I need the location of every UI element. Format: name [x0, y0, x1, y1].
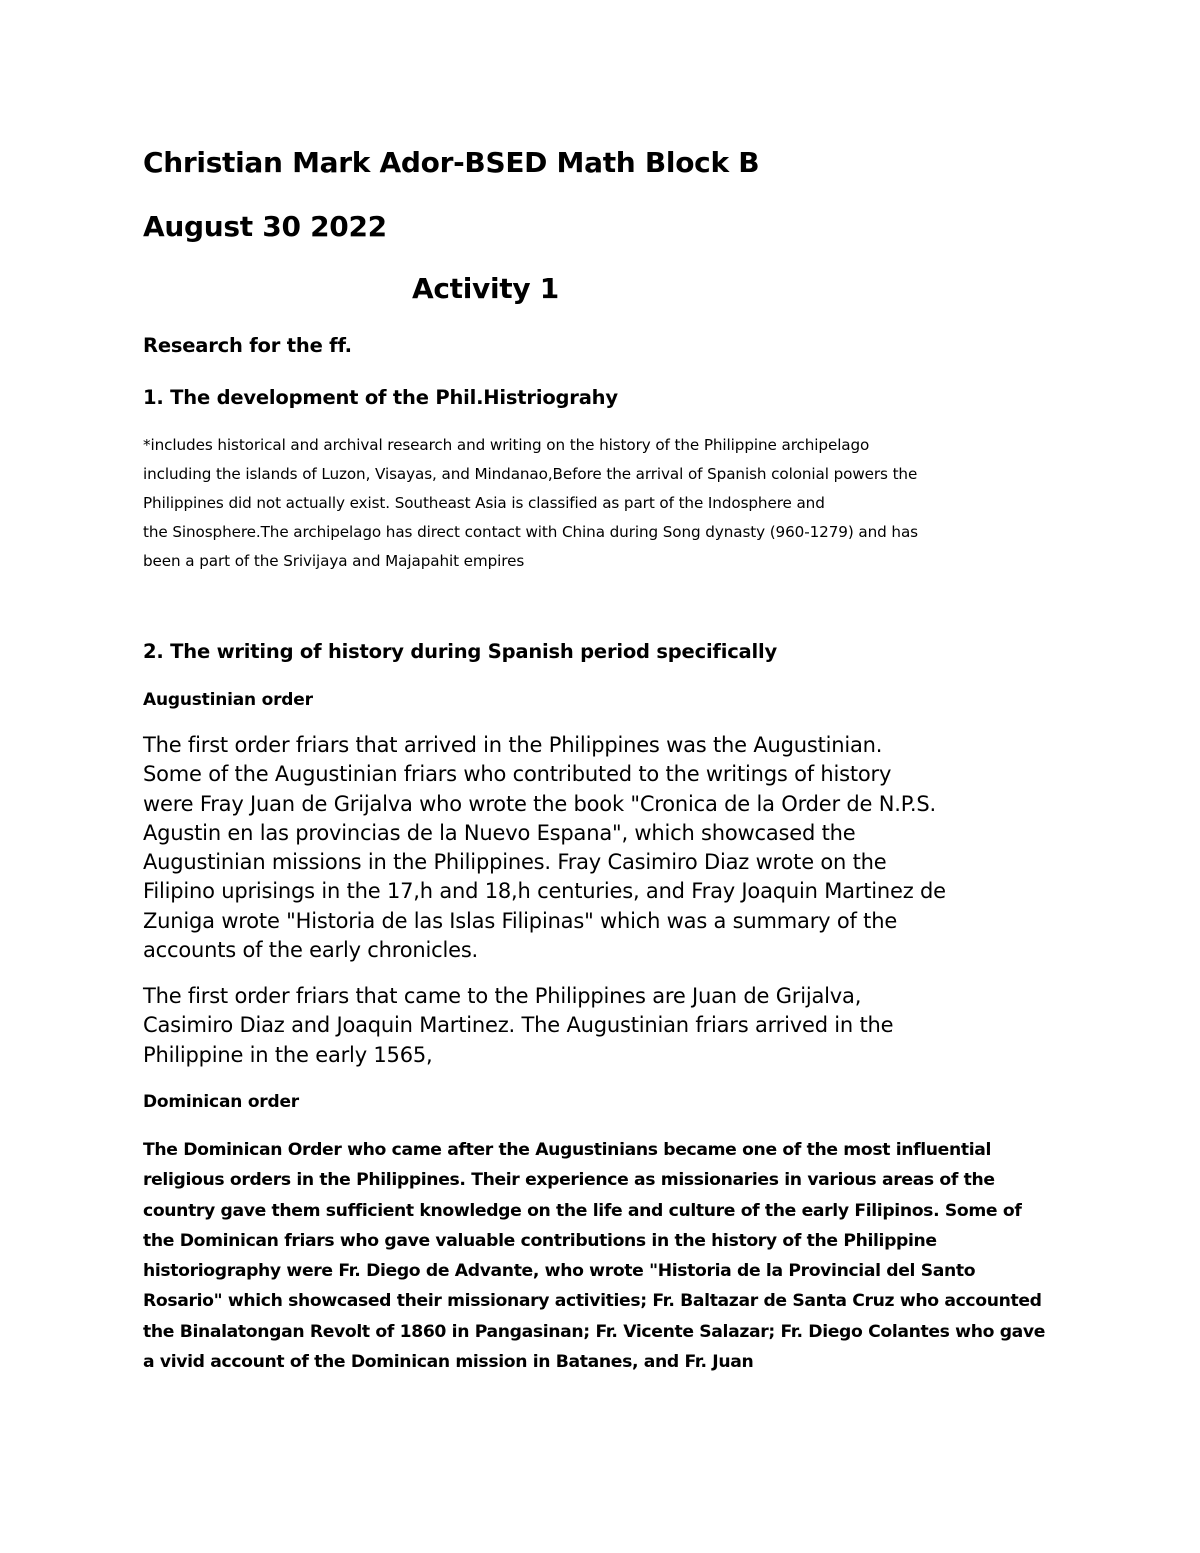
dominican-line: a vivid account of the Dominican mission in Batanes, and Fr. Juan [143, 1352, 754, 1373]
section1-line: *includes historical and archival research and writing on the history of the Philippine archipelago [143, 436, 870, 454]
section2-heading: 2. The writing of history during Spanish period specifically [143, 640, 777, 663]
author-line: Christian Mark Ador-BSED Math Block B [143, 146, 760, 179]
activity-title: Activity 1 [412, 272, 559, 305]
dominican-line: Rosario" which showcased their missionary activities; Fr. Baltazar de Santa Cruz who accounted [143, 1291, 1042, 1312]
research-label: Research for the ff. [143, 334, 352, 357]
augustinian-line: accounts of the early chronicles. [143, 938, 479, 963]
augustinian-line: Zuniga wrote "Historia de las Islas Filipinas" which was a summary of the [143, 908, 898, 933]
dominican-line: The Dominican Order who came after the Augustinians became one of the most influential [143, 1140, 992, 1160]
section1-line: including the islands of Luzon, Visayas, and Mindanao,Before the arrival of Spanish colonial powers the [143, 465, 918, 483]
augustinian-line: Some of the Augustinian friars who contributed to the writings of history [143, 762, 892, 787]
dominican-label: Dominican order [143, 1092, 299, 1112]
augustinian-line: were Fray Juan de Grijalva who wrote the book "Cronica de la Order de N.P.S. [143, 791, 937, 816]
dominican-line: religious orders in the Philippines. Their experience as missionaries in various areas of the [143, 1170, 995, 1191]
augustinian-line: Agustin en las provincias de la Nuevo Espana", which showcased the [143, 820, 856, 845]
section1-line: been a part of the Srivijaya and Majapahit empires [143, 552, 525, 570]
dominican-line: country gave them sufficient knowledge on the life and culture of the early Filipinos. Some of [143, 1200, 1022, 1221]
augustinian-line: Augustinian missions in the Philippines. Fray Casimiro Diaz wrote on the [143, 850, 887, 875]
augustinian-paragraph-1 [143, 731, 1103, 965]
dominican-line: historiography were Fr. Diego de Advante, who wrote "Historia de la Provincial del Santo [143, 1261, 976, 1282]
dominican-line: the Dominican friars who gave valuable contributions in the history of the Philippine [143, 1230, 937, 1251]
augustinian-line: Philippine in the early 1565, [143, 1042, 433, 1067]
augustinian-line: The first order friars that arrived in the Philippines was the Augustinian. [143, 733, 883, 757]
augustinian-label: Augustinian order [143, 690, 313, 710]
date-line: August 30 2022 [143, 210, 387, 243]
dominican-line: the Binalatongan Revolt of 1860 in Pangasinan; Fr. Vicente Salazar; Fr. Diego Colantes who gave [143, 1321, 1046, 1342]
section1-line: Philippines did not actually exist. Southeast Asia is classified as part of the Indosphere and [143, 494, 825, 512]
section1-heading: 1. The development of the Phil.Histriograhy [143, 386, 618, 409]
augustinian-line: The first order friars that came to the Philippines are Juan de Grijalva, [143, 984, 862, 1008]
section1-paragraph [143, 431, 1083, 576]
section1-line: the Sinosphere.The archipelago has direct contact with China during Song dynasty (960-1279) and has [143, 523, 918, 541]
augustinian-line: Filipino uprisings in the 17,h and 18,h centuries, and Fray Joaquin Martinez de [143, 879, 946, 904]
augustinian-paragraph-2 [143, 982, 1103, 1070]
augustinian-line: Casimiro Diaz and Joaquin Martinez. The Augustinian friars arrived in the [143, 1013, 894, 1038]
dominican-paragraph [143, 1135, 1103, 1377]
